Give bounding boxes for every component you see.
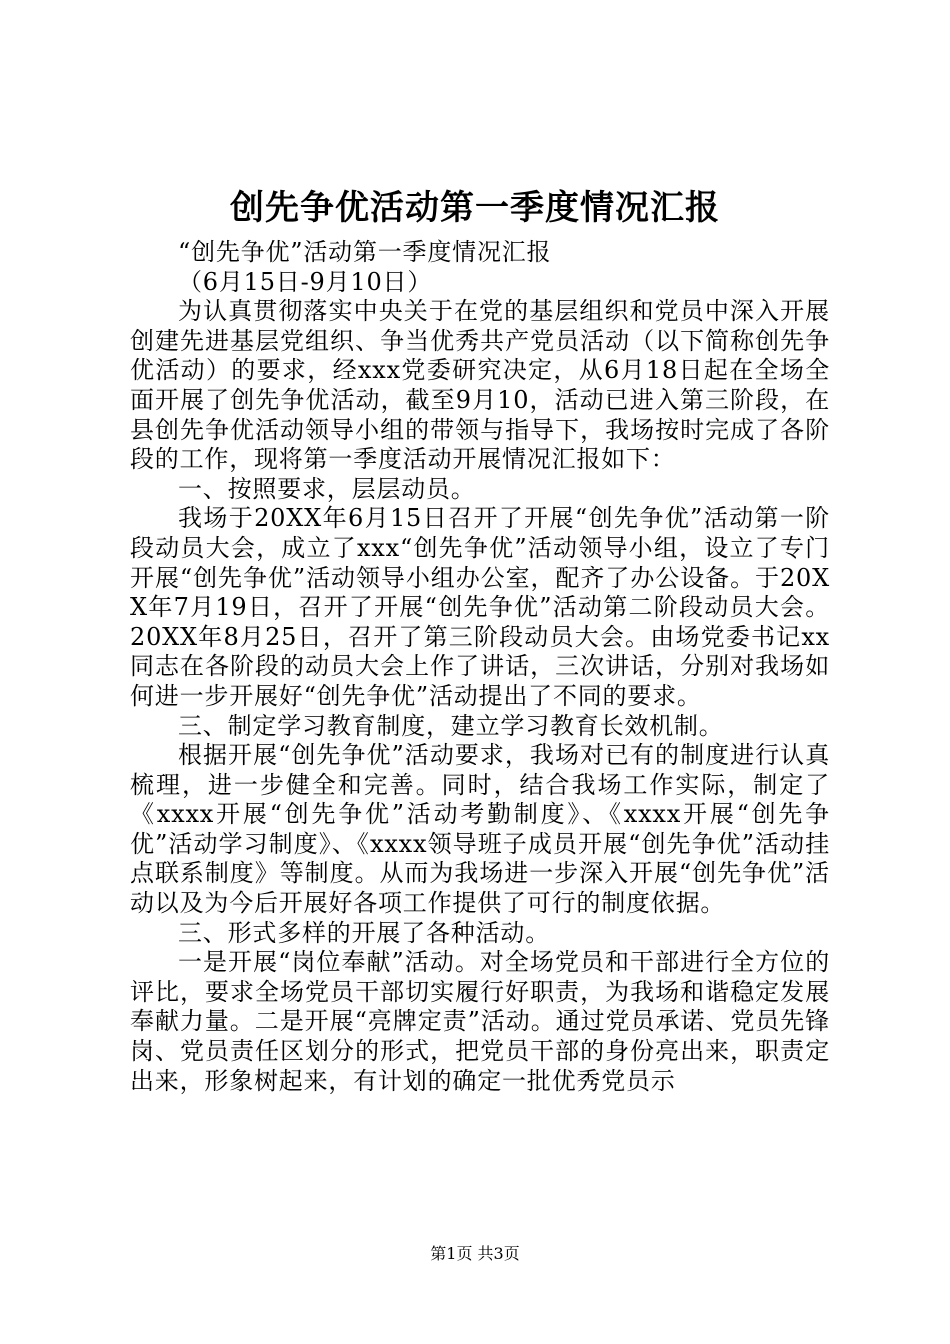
section-heading-3: 三、形式多样的开展了各种活动。 <box>178 918 550 947</box>
section-paragraph-2: 根据开展“创先争优”活动要求，我场对已有的制度进行认真梳理，进一步健全和完善。同时，结合我场工作实际，制定了《xxxx开展“创先争优”活动考勤制度》、《xxxx开展“创先争优”活动学习制度》、《xxxx领导班子成员开展“创先争优”活动挂点联系制度》等制度。从而为我场进一步深入开展“创先争优”活动以及为今后开展好各项工作提供了可行的制度依据。 <box>130 741 831 918</box>
section-heading-2: 三、制定学习教育制度，建立学习教育长效机制。 <box>178 711 724 740</box>
document-title: 创先争优活动第一季度情况汇报 <box>230 188 720 228</box>
document-body <box>130 238 830 1096</box>
date-range-line: （6月15日-9月10日） <box>178 267 433 296</box>
section-heading-1: 一、按照要求，层层动员。 <box>178 474 476 503</box>
page-footer: 第1页 共3页 <box>430 1244 520 1263</box>
subtitle-line: “创先争优”活动第一季度情况汇报 <box>178 238 552 266</box>
intro-paragraph: 为认真贯彻落实中央关于在党的基层组织和党员中深入开展创建先进基层党组织、争当优秀共产党员活动（以下简称创先争优活动）的要求，经xxx党委研究决定，从6月18日起在全场全面开展了创先争优活动，截至9月10，活动已进入第三阶段，在县创先争优活动领导小组的带领与指导下，我场按时完成了各阶段的工作，现将第一季度活动开展情况汇报如下： <box>130 297 830 474</box>
section-paragraph-3: 一是开展“岗位奉献”活动。对全场党员和干部进行全方位的评比，要求全场党员干部切实履行好职责，为我场和谐稳定发展奉献力量。二是开展“亮牌定责”活动。通过党员承诺、党员先锋岗、党员责任区划分的形式，把党员干部的身份亮出来，职责定出来，形象树起来，有计划的确定一批优秀党员示 <box>130 948 830 1095</box>
section-paragraph-1: 我场于20XX年6月15日召开了开展“创先争优”活动第一阶段动员大会，成立了xxx“创先争优”活动领导小组，设立了专门开展“创先争优”活动领导小组办公室，配齐了办公设备。于20XX年7月19日，召开了开展“创先争优”活动第二阶段动员大会。20XX年8月25日，召开了第三阶段动员大会。由场党委书记xx同志在各阶段的动员大会上作了讲话，三次讲话，分别对我场如何进一步开展好“创先争优”活动提出了不同的要求。 <box>130 504 830 710</box>
